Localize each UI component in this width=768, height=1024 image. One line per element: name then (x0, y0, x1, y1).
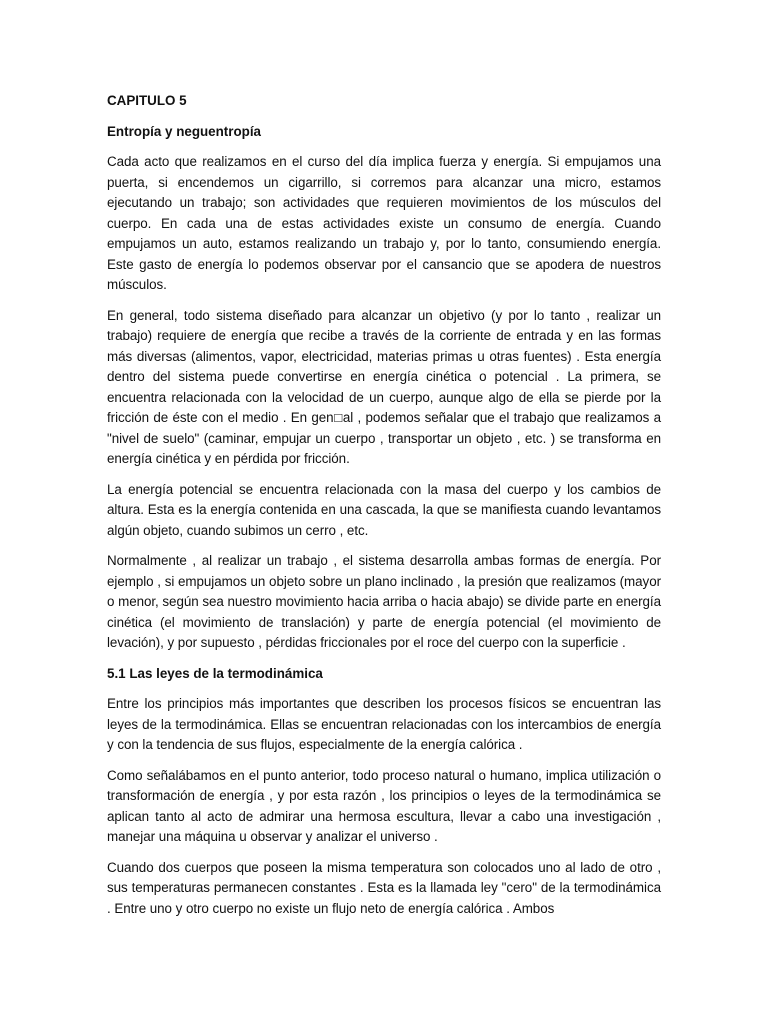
paragraph: Normalmente , al realizar un trabajo , el sistema desarrolla ambas formas de energía. Por ejemplo , si empujamos un objeto sobre un plano inclinado , la presión que realizamos (mayor o menor, según sea nuestro movimiento hacia arriba o hacia abajo) se divide parte en energía cinética (el movimiento de translación) y parte de energía potencial (el movimiento de levación), y por supuesto , pérdidas friccionales por el roce del cuerpo con la superficie . (107, 553, 661, 650)
section-heading: 5.1 Las leyes de la termodinámica (107, 665, 323, 681)
paragraph: Entre los principios más importantes que describen los procesos físicos se encuentran las leyes de la termodinámica. Ellas se encuentran relacionadas con los intercambios de energía y con la tendencia de sus flujos, especialmente de la energía calórica . (107, 696, 661, 752)
paragraph: En general, todo sistema diseñado para alcanzar un objetivo (y por lo tanto , realizar un trabajo) requiere de energía que recibe a través de la corriente de entrada y en las formas más diversas (alimentos, vapor, electricidad, materias primas u otras fuentes) . Esta energía dentro del sistema puede convertirse en energía cinética o potencial . La primera, se encuentra relacionada con la velocidad de un cuerpo, aunque algo de ella se pierde por la fricción de éste con el medio . En gen□al , podemos señalar que el trabajo que realizamos a "nivel de suelo" (caminar, empujar un cuerpo , transportar un objeto , etc. ) se transforma en energía cinética y en pérdida por fricción. (107, 307, 661, 466)
paragraph: Como señalábamos en el punto anterior, todo proceso natural o humano, implica utilización o transformación de energía , y por esta razón , los principios o leyes de la termodinámica se aplican tanto al acto de admirar una hermosa escultura, llevar a cabo una investigación , manejar una máquina u observar y analizar el universo . (107, 767, 661, 844)
chapter-heading: CAPITULO 5 (107, 93, 187, 108)
paragraph: La energía potencial se encuentra relacionada con la masa del cuerpo y los cambios de altura. Esta es la energía contenida en una cascada, la que se manifiesta cuando levantamos algún objeto, cuando subimos un cerro , etc. (107, 481, 661, 538)
chapter-title: Entropía y neguentropía (107, 123, 262, 139)
paragraph: Cada acto que realizamos en el curso del día implica fuerza y energía. Si empujamos una puerta, si encendemos un cigarrillo, si corremos para alcanzar una micro, estamos ejecutando un trabajo; son actividades que requieren movimientos de los músculos del cuerpo. En cada una de estas actividades existe un consumo de energía. Cuando empujamos un auto, estamos realizando un trabajo y, por lo tanto, consumiendo energía. Este gasto de energía lo podemos observar por el cansancio que se apodera de nuestros músculos. (107, 154, 661, 292)
paragraph: Cuando dos cuerpos que poseen la misma temperatura son colocados uno al lado de otro , sus temperaturas permanecen constantes . Esta es la llamada ley "cero" de la termodinámica . Entre uno y otro cuerpo no existe un flujo neto de energía calórica . Ambos (107, 859, 661, 916)
document-page (107, 86, 661, 919)
